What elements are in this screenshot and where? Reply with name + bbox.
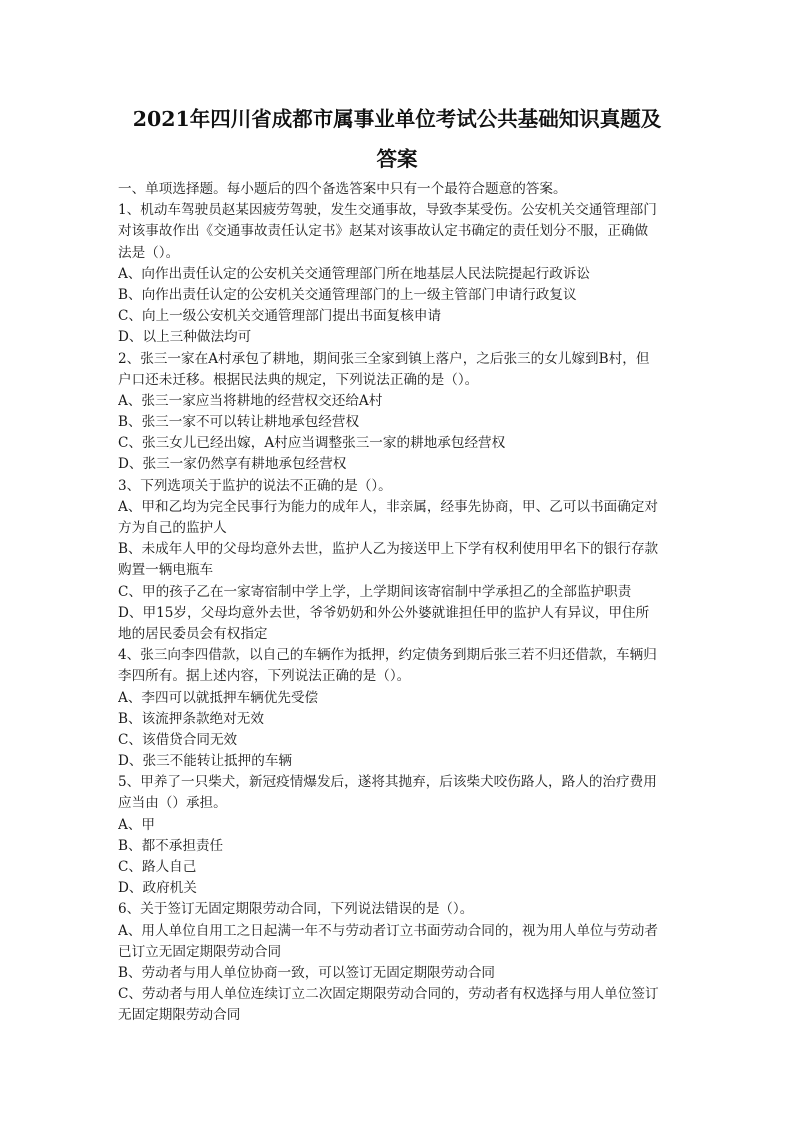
text-line: A、张三一家应当将耕地的经营权交还给A村 [118,392,383,409]
text-line: D、张三不能转让抵押的车辆 [118,753,293,770]
document-body [118,179,678,1027]
text-line: 无固定期限劳动合同 [118,1007,241,1024]
text-line: 5、甲养了一只柴犬，新冠疫情爆发后，遂将其抛弃，后该柴犬咬伤路人，路人的治疗费用 [118,774,657,791]
text-line: A、甲 [118,816,156,833]
document-title: 2021年四川省成都市属事业单位考试公共基础知识真题及 [132,107,662,131]
text-line: 1、机动车驾驶员赵某因疲劳驾驶，发生交通事故，导致李某受伤。公安机关交通管理部门 [118,202,657,219]
text-line: B、该流押条款绝对无效 [118,710,264,727]
text-line: 李四所有。据上述内容，下列说法正确的是（）。 [118,668,411,685]
text-line: C、劳动者与用人单位连续订立二次固定期限劳动合同的，劳动者有权选择与用人单位签订 [118,986,659,1003]
text-line: C、张三女儿已经出嫁，A村应当调整张三一家的耕地承包经营权 [118,435,506,452]
text-line: C、甲的孩子乙在一家寄宿制中学上学，上学期间该寄宿制中学承担乙的全部监护职责 [118,583,632,600]
text-line: A、向作出责任认定的公安机关交通管理部门所在地基层人民法院提起行政诉讼 [118,265,591,282]
text-line: D、政府机关 [118,880,197,897]
text-line: B、未成年人甲的父母均意外去世，监护人乙为接送甲上下学有权利使用甲名下的银行存款 [118,541,659,558]
text-line: 户口还未迁移。根据民法典的规定，下列说法正确的是（）。 [118,371,479,388]
text-line: A、李四可以就抵押车辆优先受偿 [118,689,319,706]
text-line: B、都不承担责任 [118,837,224,854]
text-line: C、该借贷合同无效 [118,731,238,748]
text-line: D、张三一家仍然享有耕地承包经营权 [118,456,347,473]
text-line: 购置一辆电瓶车 [118,562,214,579]
text-line: A、甲和乙均为完全民事行为能力的成年人，非亲属，经事先协商，甲、乙可以书面确定对 [118,498,658,515]
text-line: 2、张三一家在A村承包了耕地，期间张三全家到镇上落户，之后张三的女儿嫁到B村，但 [118,350,650,367]
text-line: 4、张三向李四借款，以自己的车辆作为抵押，约定债务到期后张三若不归还借款，车辆归 [118,647,657,664]
text-line: D、甲15岁，父母均意外去世，爷爷奶奶和外公外婆就谁担任甲的监护人有异议，甲住所 [118,604,650,621]
text-line: 3、下列选项关于监护的说法不正确的是（）。 [118,477,392,494]
text-line: B、张三一家不可以转让耕地承包经营权 [118,414,360,431]
text-line: 对该事故作出《交通事故责任认定书》赵某对该事故认定书确定的责任划分不服，正确做 [118,223,649,240]
text-line: 地的居民委员会有权指定 [118,625,268,642]
text-line: B、向作出责任认定的公安机关交通管理部门的上一级主管部门申请行政复议 [118,286,577,303]
text-line: C、路人自己 [118,859,197,875]
text-line: D、以上三种做法均可 [118,329,252,346]
text-line: 一、单项选择题。每小题后的四个备选答案中只有一个最符合题意的答案。 [118,181,567,197]
text-line: 法是（）。 [118,244,180,261]
text-line: 方为自己的监护人 [118,520,227,536]
text-line: 已订立无固定期限劳动合同 [118,943,282,960]
text-line: A、用人单位自用工之日起满一年不与劳动者订立书面劳动合同的，视为用人单位与劳动者 [118,922,658,939]
text-line: 6、关于签订无固定期限劳动合同，下列说法错误的是（）。 [118,901,474,918]
text-line: 应当由（）承担。 [118,795,227,812]
document-title-continuation: 答案 [376,147,418,171]
text-line: C、向上一级公安机关交通管理部门提出书面复核申请 [118,308,442,325]
text-line: B、劳动者与用人单位协商一致，可以签订无固定期限劳动合同 [118,964,496,981]
